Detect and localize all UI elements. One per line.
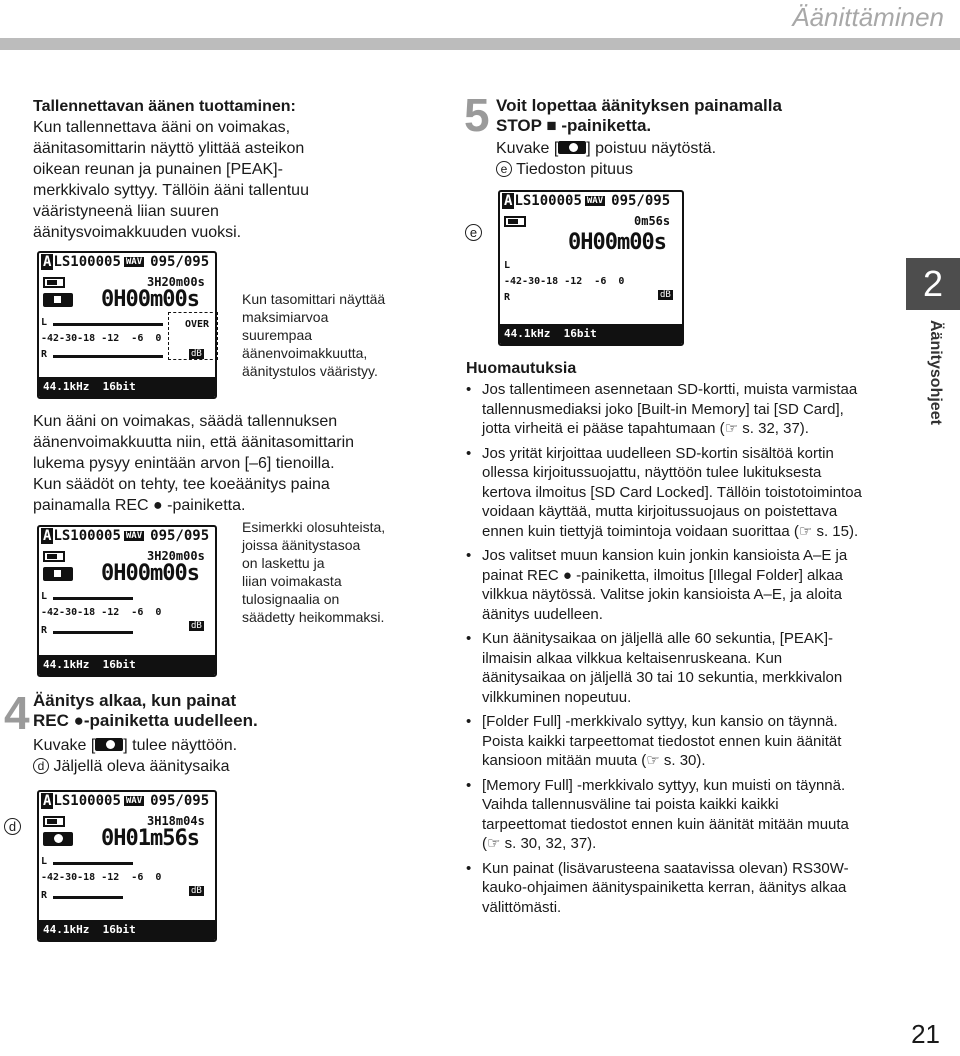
level-meter-l — [53, 862, 133, 865]
caption-overload — [242, 290, 442, 380]
level-meter-l — [53, 597, 133, 600]
lcd-channel-r: R — [41, 625, 48, 636]
level-meter-r — [53, 631, 133, 634]
para-line: Kun säädöt on tehty, tee koeäänitys paina — [33, 476, 330, 493]
text-fragment: ] poistuu näytöstä. — [586, 140, 717, 157]
caption-line: Kun tasomittari näyttää — [242, 291, 386, 307]
step4-icon-line — [33, 735, 237, 756]
lcd-header-row — [41, 793, 209, 809]
caption-line: säädetty heikommaksi. — [242, 609, 385, 625]
step-title-line: Voit lopettaa äänityksen painamalla — [496, 96, 782, 115]
lcd-remaining: 3H18m04s — [147, 814, 205, 828]
battery-icon — [504, 216, 526, 227]
lcd-footer: 44.1kHz 16bit — [39, 655, 215, 675]
record-icon — [95, 738, 123, 751]
page-number: 21 — [911, 1019, 940, 1049]
lcd-elapsed-time: 0H00m00s — [101, 287, 199, 312]
lcd-counter: 095/095 — [150, 793, 210, 809]
caption-line: tulosignaalia on — [242, 591, 340, 607]
step5-title — [496, 96, 782, 136]
lcd-channel-l: L — [41, 856, 48, 867]
lcd-db-label: dB — [191, 349, 202, 359]
text-fragment: ] tulee näyttöön. — [123, 737, 238, 754]
lcd-elapsed-time: 0H00m00s — [568, 230, 666, 255]
chapter-label: Äänitysohjeet — [927, 320, 944, 425]
lcd-display-recording — [37, 790, 217, 942]
para-line: äänenvoimakkuutta niin, että äänitasomittarin — [33, 434, 355, 451]
lcd-channel-l: L — [41, 591, 48, 602]
callout-marker: e — [496, 161, 512, 177]
section-heading: Tallennettavan äänen tuottaminen: — [33, 98, 296, 115]
step5-icon-line — [496, 138, 716, 159]
header-bar — [0, 38, 960, 50]
intro-line: vääristyneenä liian suuren — [33, 203, 219, 220]
lcd-format-badge: WAV — [125, 796, 143, 806]
intro-line: äänitasomittarin näyttö ylittää asteikon — [33, 140, 305, 157]
lcd-elapsed-time: 0H01m56s — [101, 826, 199, 851]
intro-paragraph — [33, 117, 433, 243]
notes-title: Huomautuksia — [466, 360, 577, 377]
over-highlight-box — [168, 312, 218, 360]
lcd-scale: -42-30-18 -12 -6 0 — [41, 333, 162, 344]
lcd-filename: LS100005 — [514, 193, 582, 209]
lcd-format-badge: WAV — [586, 196, 604, 206]
lcd-counter: 095/095 — [150, 254, 210, 270]
lcd-format-badge: WAV — [125, 257, 143, 267]
lcd-filename: LS100005 — [53, 793, 121, 809]
lcd-over-indicator: OVER — [185, 319, 210, 330]
para-line: Kun ääni on voimakas, säädä tallennuksen — [33, 413, 338, 430]
lcd-channel-r: R — [41, 349, 48, 360]
caption-line: äänenvoimakkuutta, — [242, 345, 368, 361]
intro-line: merkkivalo syttyy. Tällöin ääni tallentuu — [33, 182, 309, 199]
folder-icon: A — [43, 254, 52, 270]
caption-line: suurempaa — [242, 327, 313, 343]
intro-line: äänitysvoimakkuuden vuoksi. — [33, 224, 242, 241]
note-item: • Kun painat (lisävarusteena saatavissa olevan) RS30W-kauko-ohjaimen äänityspainiketta kerran, äänitys alkaa välittömästi. — [466, 859, 866, 918]
step-title-line: REC ●-painiketta uudelleen. — [33, 711, 258, 730]
step4-callout-line — [33, 756, 230, 777]
lcd-remaining: 3H20m00s — [147, 549, 205, 563]
battery-icon — [43, 816, 65, 827]
caption-line: joissa äänitystasoa — [242, 537, 361, 553]
caption-adjusted — [242, 518, 442, 626]
chapter-tab: 2 — [906, 258, 960, 310]
lcd-elapsed-time: 0H00m00s — [101, 561, 199, 586]
lcd-footer: 44.1kHz 16bit — [500, 324, 682, 344]
intro-line: Kun tallennettava ääni on voimakas, — [33, 119, 291, 136]
note-item: • [Folder Full] -merkkivalo syttyy, kun kansio on täynnä. Poista kaikki tarpeettomat tiedostot ennen kuin äänität kansioon mitään muuta (☞ s. 30). — [466, 712, 866, 771]
stop-icon — [43, 567, 73, 581]
lcd-scale: -42-30-18 -12 -6 0 — [504, 276, 625, 287]
record-icon — [558, 141, 586, 154]
page-header-title: Äänittäminen — [792, 2, 944, 32]
lcd-mode-row — [43, 293, 73, 307]
step-number-4: 4 — [4, 687, 30, 739]
text-fragment: Kuvake [ — [496, 140, 559, 157]
lcd-db-label: dB — [191, 621, 202, 631]
callout-marker-e: e — [465, 224, 482, 241]
step4-title — [33, 691, 258, 731]
folder-icon: A — [43, 528, 52, 544]
lcd-counter: 095/095 — [611, 193, 671, 209]
lcd-filename: LS100005 — [53, 254, 121, 270]
level-meter-r — [53, 896, 123, 899]
caption-line: on laskettu ja — [242, 555, 325, 571]
level-meter-l — [53, 323, 163, 326]
lcd-header-row — [502, 193, 670, 209]
caption-line: liian voimakasta — [242, 573, 342, 589]
lcd-db-label: dB — [660, 290, 671, 300]
folder-icon: A — [504, 193, 513, 209]
step-title-line: STOP ■ -painiketta. — [496, 116, 652, 135]
lcd-file-length: 0m56s — [634, 214, 671, 228]
para-line: painamalla REC ● -painiketta. — [33, 497, 246, 514]
text-fragment: Kuvake [ — [33, 737, 96, 754]
stop-icon — [43, 293, 73, 307]
intro-line: oikean reunan ja punainen [PEAK]- — [33, 161, 283, 178]
lcd-counter: 095/095 — [150, 528, 210, 544]
para-line: lukema pysyy enintään arvon [–6] tienoilla. — [33, 455, 335, 472]
record-icon — [43, 832, 73, 846]
battery-icon — [43, 277, 65, 288]
callout-text: Jäljellä oleva äänitysaika — [53, 758, 230, 775]
lcd-mode-row — [43, 832, 73, 846]
lcd-header-row — [41, 528, 209, 544]
lcd-format-badge: WAV — [125, 531, 143, 541]
adjust-paragraph — [33, 411, 453, 516]
step-number-5: 5 — [464, 89, 490, 141]
lcd-db-label: dB — [191, 886, 202, 896]
lcd-header-row — [41, 254, 209, 270]
caption-line: maksimiarvoa — [242, 309, 329, 325]
lcd-footer: 44.1kHz 16bit — [39, 377, 215, 397]
callout-marker-d: d — [4, 818, 21, 835]
lcd-mode-row — [43, 567, 73, 581]
lcd-channel-r: R — [504, 292, 511, 303]
note-item: • Kun äänitysaikaa on jäljellä alle 60 sekuntia, [PEAK]-ilmaisin alkaa vilkkua keltaisenruskeana. Kun äänitysaikaa on jäljellä 30 tai 10 sekuntia, merkkivalon vilkkuminen nopeutuu. — [466, 629, 866, 707]
note-item: • Jos valitset muun kansion kuin jonkin kansioista A–E ja painat REC ● -painiketta, ilmoitus [Illegal Folder] alkaa vilkkua näytössä. Valitse jokin kansioista A–E, ja aloita äänitys uudelleen. — [466, 546, 866, 624]
note-item: • [Memory Full] -merkkivalo syttyy, kun muisti on täynnä. Vaihda tallennusväline tai poista kaikki kaikki tarpeettomat tiedostot ennen kuin äänität mitään muuta (☞ s. 30, 32, 37). — [466, 776, 866, 854]
step5-callout-line — [496, 159, 633, 180]
lcd-display-stopped — [498, 190, 684, 346]
caption-line: äänitystulos vääristyy. — [242, 363, 378, 379]
note-item: • Jos yrität kirjoittaa uudelleen SD-kortin sisältöä kortin ollessa kirjoitussuojattu, näyttöön tulee lukituksesta kertova ilmoitus [SD Card Locked]. Tällöin toistotoimintoa voidaan käyttää, mutta kirjoitussuojaus on poistettava ennen kuin tiettyjä toimintoja voidaan suorittaa (☞ s. 15). — [466, 444, 866, 542]
battery-icon — [43, 551, 65, 562]
lcd-remaining: 3H20m00s — [147, 275, 205, 289]
lcd-channel-l: L — [504, 260, 511, 271]
step-title-line: Äänitys alkaa, kun painat — [33, 691, 237, 710]
callout-marker: d — [33, 758, 49, 774]
folder-icon: A — [43, 793, 52, 809]
callout-text: Tiedoston pituus — [516, 161, 633, 178]
notes-list — [466, 380, 866, 922]
caption-line: Esimerkki olosuhteista, — [242, 519, 386, 535]
lcd-status-row — [504, 214, 670, 228]
lcd-scale: -42-30-18 -12 -6 0 — [41, 872, 162, 883]
lcd-filename: LS100005 — [53, 528, 121, 544]
lcd-channel-l: L — [41, 317, 48, 328]
level-meter-r — [53, 355, 163, 358]
lcd-footer: 44.1kHz 16bit — [39, 920, 215, 940]
lcd-display-adjusted — [37, 525, 217, 677]
lcd-channel-r: R — [41, 890, 48, 901]
note-item: • Jos tallentimeen asennetaan SD-kortti, muista varmistaa tallennusmediaksi joko [Built-in Memory] tai [SD Card], jotta virheitä ei pääse tapahtumaan (☞ s. 32, 37). — [466, 380, 866, 439]
lcd-scale: -42-30-18 -12 -6 0 — [41, 607, 162, 618]
